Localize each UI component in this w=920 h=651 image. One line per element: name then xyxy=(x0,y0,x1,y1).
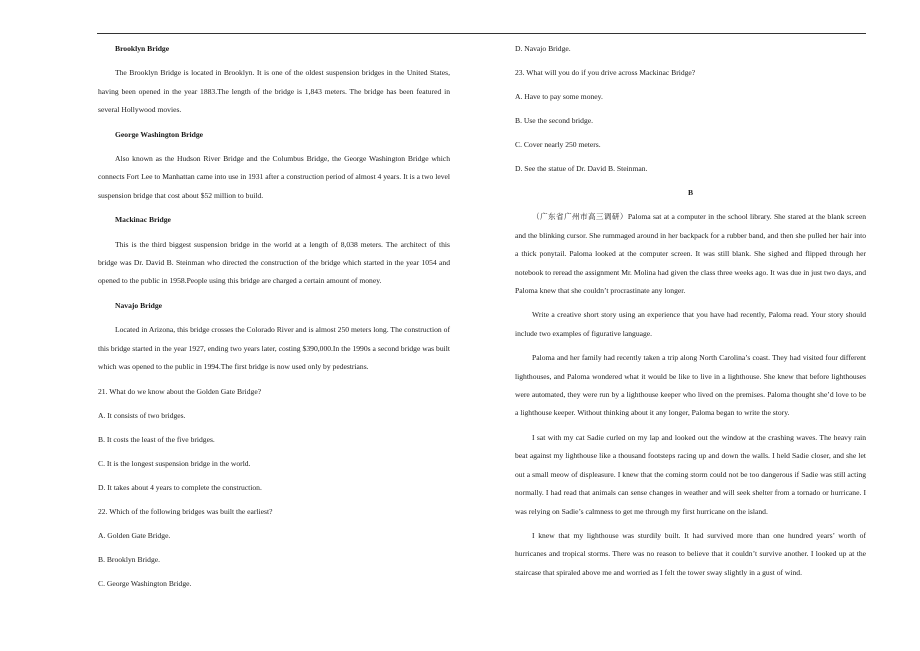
option-a: A. Golden Gate Bridge. xyxy=(98,530,171,540)
option-c: C. Cover nearly 250 meters. xyxy=(515,140,601,149)
section-body: The Brooklyn Bridge is located in Brooklyn. It is one of the oldest suspension bridges in the United States, having been opened in the year 1883.The length of the bridge is 1,843 meters. The bridge has been featured in several Hollywood movies. xyxy=(98,68,450,115)
question-stem: 23. What will you do if you drive across Mackinac Bridge? xyxy=(515,68,696,77)
option-d: D. See the statue of Dr. David B. Steinman. xyxy=(515,164,648,173)
question-22 xyxy=(98,503,450,593)
option-c: C. George Washington Bridge. xyxy=(98,578,192,588)
option-b: B. Brooklyn Bridge. xyxy=(98,554,161,564)
section-heading: George Washington Bridge xyxy=(115,129,204,139)
section-body: This is the third biggest suspension bridge in the world at a length of 8,038 meters. The architect of this bridge was Dr. David B. Steinman who directed the construction of the bridge which started in the year 1054 and opened to the public in 1958.People using this bridge are charged a certain amount of money. xyxy=(98,239,450,286)
section-navajo-bridge xyxy=(98,297,450,377)
section-body: Located in Arizona, this bridge crosses the Colorado River and is almost 250 meters long. The construction of this bridge started in the year 1927, ending two years later, costing $390,000.In the 1990s a second bridge was built which was opened to the public in 1994.The first bridge is now used only by pedestrians. xyxy=(98,325,450,372)
section-heading: Mackinac Bridge xyxy=(115,215,171,225)
question-stem: 22. Which of the following bridges was built the earliest? xyxy=(98,506,273,516)
question-23 xyxy=(515,64,866,178)
passage-paragraph: I knew that my lighthouse was sturdily built. It had survived more than one hundred years’ worth of hurricanes and tropical storms. There was no reason to believe that it couldn’t survive another. I looked up at the staircase that spiraled above me and worried as I felt the tower sway slightly in a gust of wind. xyxy=(515,530,866,577)
section-label: B xyxy=(687,188,694,197)
section-brooklyn-bridge xyxy=(98,40,450,120)
question-21 xyxy=(98,383,450,497)
option-c: C. It is the longest suspension bridge in the world. xyxy=(98,458,251,468)
option-a: A. It consists of two bridges. xyxy=(98,410,186,420)
passage-paragraph: I sat with my cat Sadie curled on my lap and looked out the window at the crashing waves. The heavy rain beat against my lighthouse like a thousand footsteps racing up and down the walls. I held Sadie closer, and she let out a small meow of displeasure. I knew that the coming storm could not be too dangerous if Sadie was still acting normally. I had read that animals can sense changes in weather and will seek shelter from a tornado or hurricane. I was relying on Sadie’s calmness to get me through my first hurricane on the island. xyxy=(515,432,866,516)
section-george-washington-bridge xyxy=(98,126,450,206)
passage-paragraph: Write a creative short story using an experience that you have had recently, Paloma read. Your story should include two examples of figurative language. xyxy=(515,310,866,338)
passage-paragraph: （广东省广州市高三调研）Paloma sat at a computer in the school library. She stared at the blank screen and the blinking cursor. She rummaged around in her backpack for a rubber band, and then she pulled her hair into a thick ponytail. Paloma looked at the computer screen. It was still blank. She sighed and flipped through her notebook to reread the assignment Mr. Molina had given the class three weeks ago. It was due in just two days, and Paloma knew that she couldn’t procrastinate any longer. xyxy=(515,212,866,296)
left-column xyxy=(98,40,450,599)
right-column xyxy=(515,40,866,588)
option-a: A. Have to pay some money. xyxy=(515,92,603,101)
section-heading: Brooklyn Bridge xyxy=(115,44,170,53)
section-mackinac-bridge xyxy=(98,211,450,291)
question-stem: 21. What do we know about the Golden Gate Bridge? xyxy=(98,386,262,396)
section-body: Also known as the Hudson River Bridge and the Columbus Bridge, the George Washington Bridge which connects Fort Lee to Manhattan came into use in 1931 after a construction period of almost 4 years. It is a two level suspension bridge that cost about $52 million to build. xyxy=(98,154,450,200)
option-b: B. Use the second bridge. xyxy=(515,116,594,125)
option-d: D. Navajo Bridge. xyxy=(515,44,571,53)
option-d: D. It takes about 4 years to complete the construction. xyxy=(98,482,262,492)
passage-paragraph: Paloma and her family had recently taken a trip along North Carolina’s coast. They had visited four different lighthouses, and Paloma wondered what it would be like to live in a lighthouse. She knew that before lighthouses were automated, they were run by a lighthouse keeper who lived on the premises. Paloma thought she’d love to be a lighthouse keeper. Without thinking about it any longer, Paloma began to write the story. xyxy=(515,353,866,418)
header-rule xyxy=(97,33,866,34)
section-heading: Navajo Bridge xyxy=(115,300,163,310)
option-b: B. It costs the least of the five bridges. xyxy=(98,434,215,444)
